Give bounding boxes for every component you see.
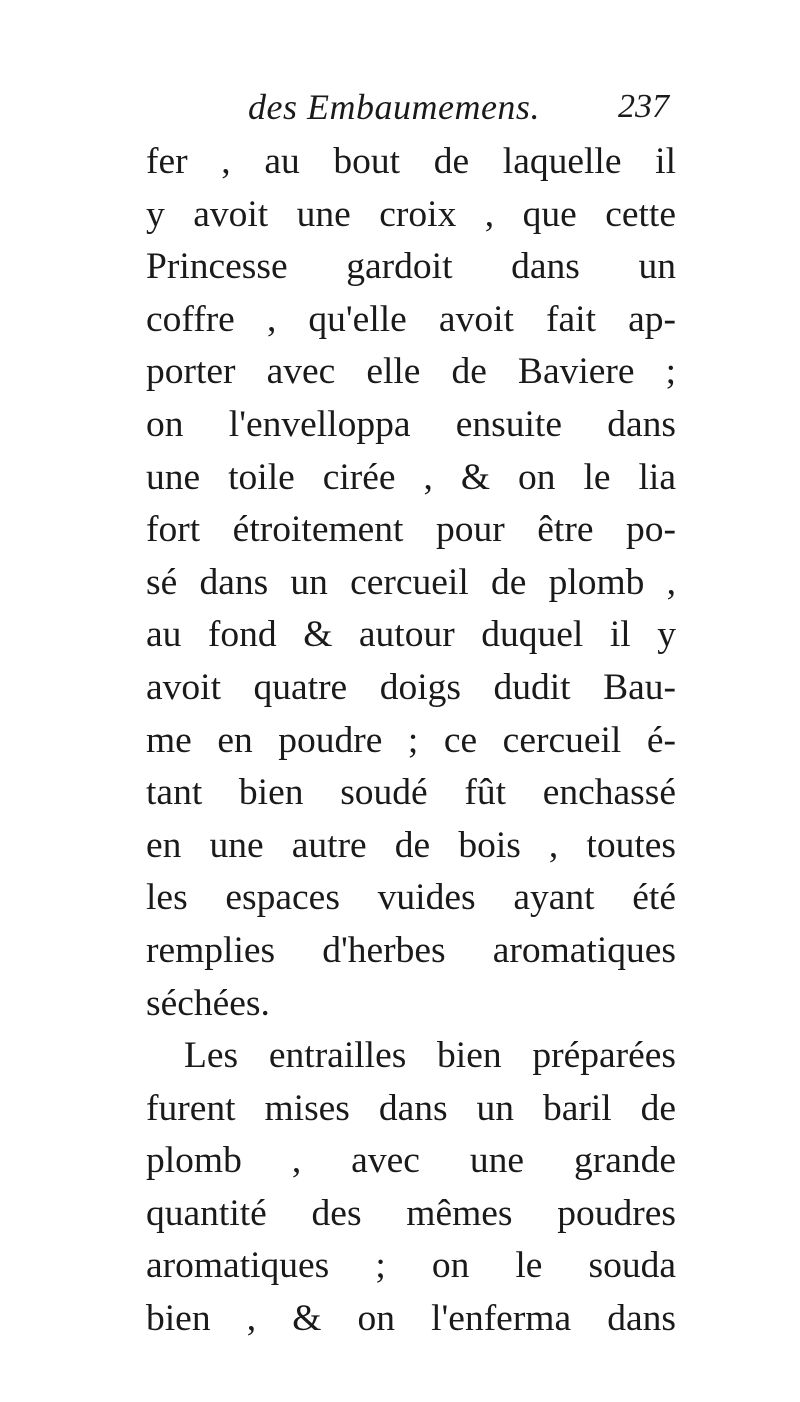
text-line: bien , & on l'enferma dans <box>146 1298 676 1340</box>
text-line: quantité des mêmes poudres <box>146 1192 676 1234</box>
text-line: une toile cirée , & on le lia <box>146 456 676 498</box>
text-line: plomb , avec une grande <box>146 1140 676 1182</box>
text-line: au fond & autour duquel il y <box>146 614 676 656</box>
paragraph-end-line: séchées. <box>146 982 270 1024</box>
text-line: fer , au bout de laquelle il <box>146 141 676 182</box>
text-line: remplies d'herbes aromatiques <box>146 929 676 971</box>
paragraph-start-line: Les entrailles bien préparées <box>184 1035 676 1077</box>
text-line: on l'envelloppa ensuite dans <box>146 403 676 445</box>
text-line: sé dans un cercueil de plomb , <box>146 561 676 603</box>
text-line: fort étroitement pour être po- <box>146 509 676 551</box>
text-line: furent mises dans un baril de <box>146 1087 676 1129</box>
page-number: 237 <box>618 88 669 125</box>
running-head <box>248 86 688 136</box>
running-title: des Embaumemens. <box>248 87 540 127</box>
text-line: porter avec elle de Baviere ; <box>146 351 676 393</box>
text-line: Princesse gardoit dans un <box>146 246 676 288</box>
text-line: en une autre de bois , toutes <box>146 824 676 866</box>
text-line: avoit quatre doigs dudit Bau- <box>146 666 676 708</box>
text-line: tant bien soudé fût enchassé <box>146 772 676 814</box>
text-line: les espaces vuides ayant été <box>146 877 676 919</box>
text-line: coffre , qu'elle avoit fait ap- <box>146 298 676 340</box>
body-text <box>146 136 676 1346</box>
text-line: me en poudre ; ce cercueil é- <box>146 719 676 761</box>
text-line: y avoit une croix , que cette <box>146 193 676 235</box>
text-line: aromatiques ; on le souda <box>146 1245 676 1287</box>
